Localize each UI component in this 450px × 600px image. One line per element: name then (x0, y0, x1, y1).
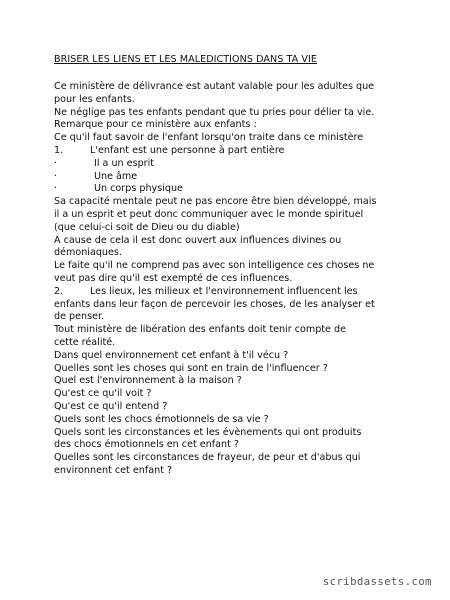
text-line (54, 222, 414, 235)
text-line (54, 311, 414, 324)
text-line (54, 81, 414, 94)
line-text: Tout ministère de libération des enfants doit tenir compte de (54, 324, 347, 336)
bullet-marker: · (54, 157, 58, 169)
text-line (54, 350, 414, 363)
line-text: environnent cet enfant ? (54, 464, 173, 476)
document-title: BRISER LES LIENS ET LES MALEDICTIONS DANS TA VIE (54, 54, 317, 65)
text-line (54, 196, 414, 209)
text-line (54, 414, 414, 427)
line-text: pour les enfants. (54, 93, 135, 105)
line-text: Quelles sont les choses qui sont en train de l'influencer ? (54, 362, 328, 374)
text-line (54, 337, 414, 350)
line-text: Quelles sont les circonstances de frayeur, de peur et d'abus qui (54, 452, 361, 464)
watermark-text: scribdassets.com (322, 576, 432, 588)
line-text: Un corps physique (94, 183, 183, 195)
line-text: Quels sont les chocs émotionnels de sa vie ? (54, 413, 269, 425)
line-text: Quels sont les circonstances et les évènements qui ont produits (54, 426, 362, 438)
text-line (54, 119, 414, 132)
numbered-line (54, 286, 414, 299)
text-line (54, 401, 414, 414)
line-text: Qu'est ce qu'il entend ? (54, 400, 168, 412)
line-text: Dans quel environnement cet enfant à t'il vécu ? (54, 349, 289, 361)
line-text: cette réalité. (54, 336, 116, 348)
text-line (54, 324, 414, 337)
text-line (54, 247, 414, 260)
line-text: Le faite qu'il ne comprend pas avec son intelligence ces choses ne (54, 260, 375, 272)
line-text: Ce qu'il faut savoir de l'enfant lorsqu'on traite dans ce ministère (54, 132, 364, 144)
bullet-marker: · (54, 183, 58, 195)
line-text: de penser. (54, 311, 105, 323)
line-text: Sa capacité mentale peut ne pas encore être bien développé, mais (54, 196, 377, 208)
line-text: Ne néglige pas tes enfants pendant que tu pries pour délier ta vie. (54, 106, 375, 118)
line-text: Ce ministère de délivrance est autant valable pour les adultes que (54, 81, 375, 92)
document-body (54, 81, 414, 478)
line-text: enfants dans leur façon de percevoir les choses, de les analyser et (54, 298, 375, 310)
text-line (54, 94, 414, 107)
text-line (54, 452, 414, 465)
text-line (54, 235, 414, 248)
text-line (54, 273, 414, 286)
text-line (54, 209, 414, 222)
line-text: A cause de cela il est donc ouvert aux influences divines ou (54, 234, 342, 246)
line-text: il a un esprit et peut donc communiquer avec le monde spirituel (54, 208, 364, 220)
line-text: démoniaques. (54, 247, 122, 259)
list-number: 2. (54, 285, 64, 297)
line-text: Quel est l'environnement à la maison ? (54, 375, 242, 387)
text-line (54, 375, 414, 388)
text-line (54, 427, 414, 440)
numbered-line (54, 145, 414, 158)
text-line (54, 465, 414, 478)
bullet-line (54, 171, 414, 184)
line-text: L'enfant est une personne à part entière (90, 144, 285, 156)
list-number: 1. (54, 144, 64, 156)
text-line (54, 388, 414, 401)
bullet-marker: · (54, 170, 58, 182)
line-text: des chocs émotionnels en cet enfant ? (54, 439, 240, 451)
line-text: Les lieux, les milieux et l'environnement influencent les (90, 285, 358, 297)
text-line (54, 107, 414, 120)
text-line (54, 260, 414, 273)
line-text: Une âme (94, 170, 138, 182)
text-line (54, 363, 414, 376)
line-text: Qu'est ce qu'il voit ? (54, 388, 152, 400)
bullet-line (54, 158, 414, 171)
text-line (54, 439, 414, 452)
text-line (54, 132, 414, 145)
text-line (54, 299, 414, 312)
line-text: Il a un esprit (94, 157, 155, 169)
bullet-line (54, 183, 414, 196)
line-text: (que celui-ci soit de Dieu ou du diable) (54, 221, 240, 233)
line-text: veut pas dire qu'il est exempté de ces influences. (54, 272, 293, 284)
line-text: Remarque pour ce ministère aux enfants : (54, 119, 257, 131)
